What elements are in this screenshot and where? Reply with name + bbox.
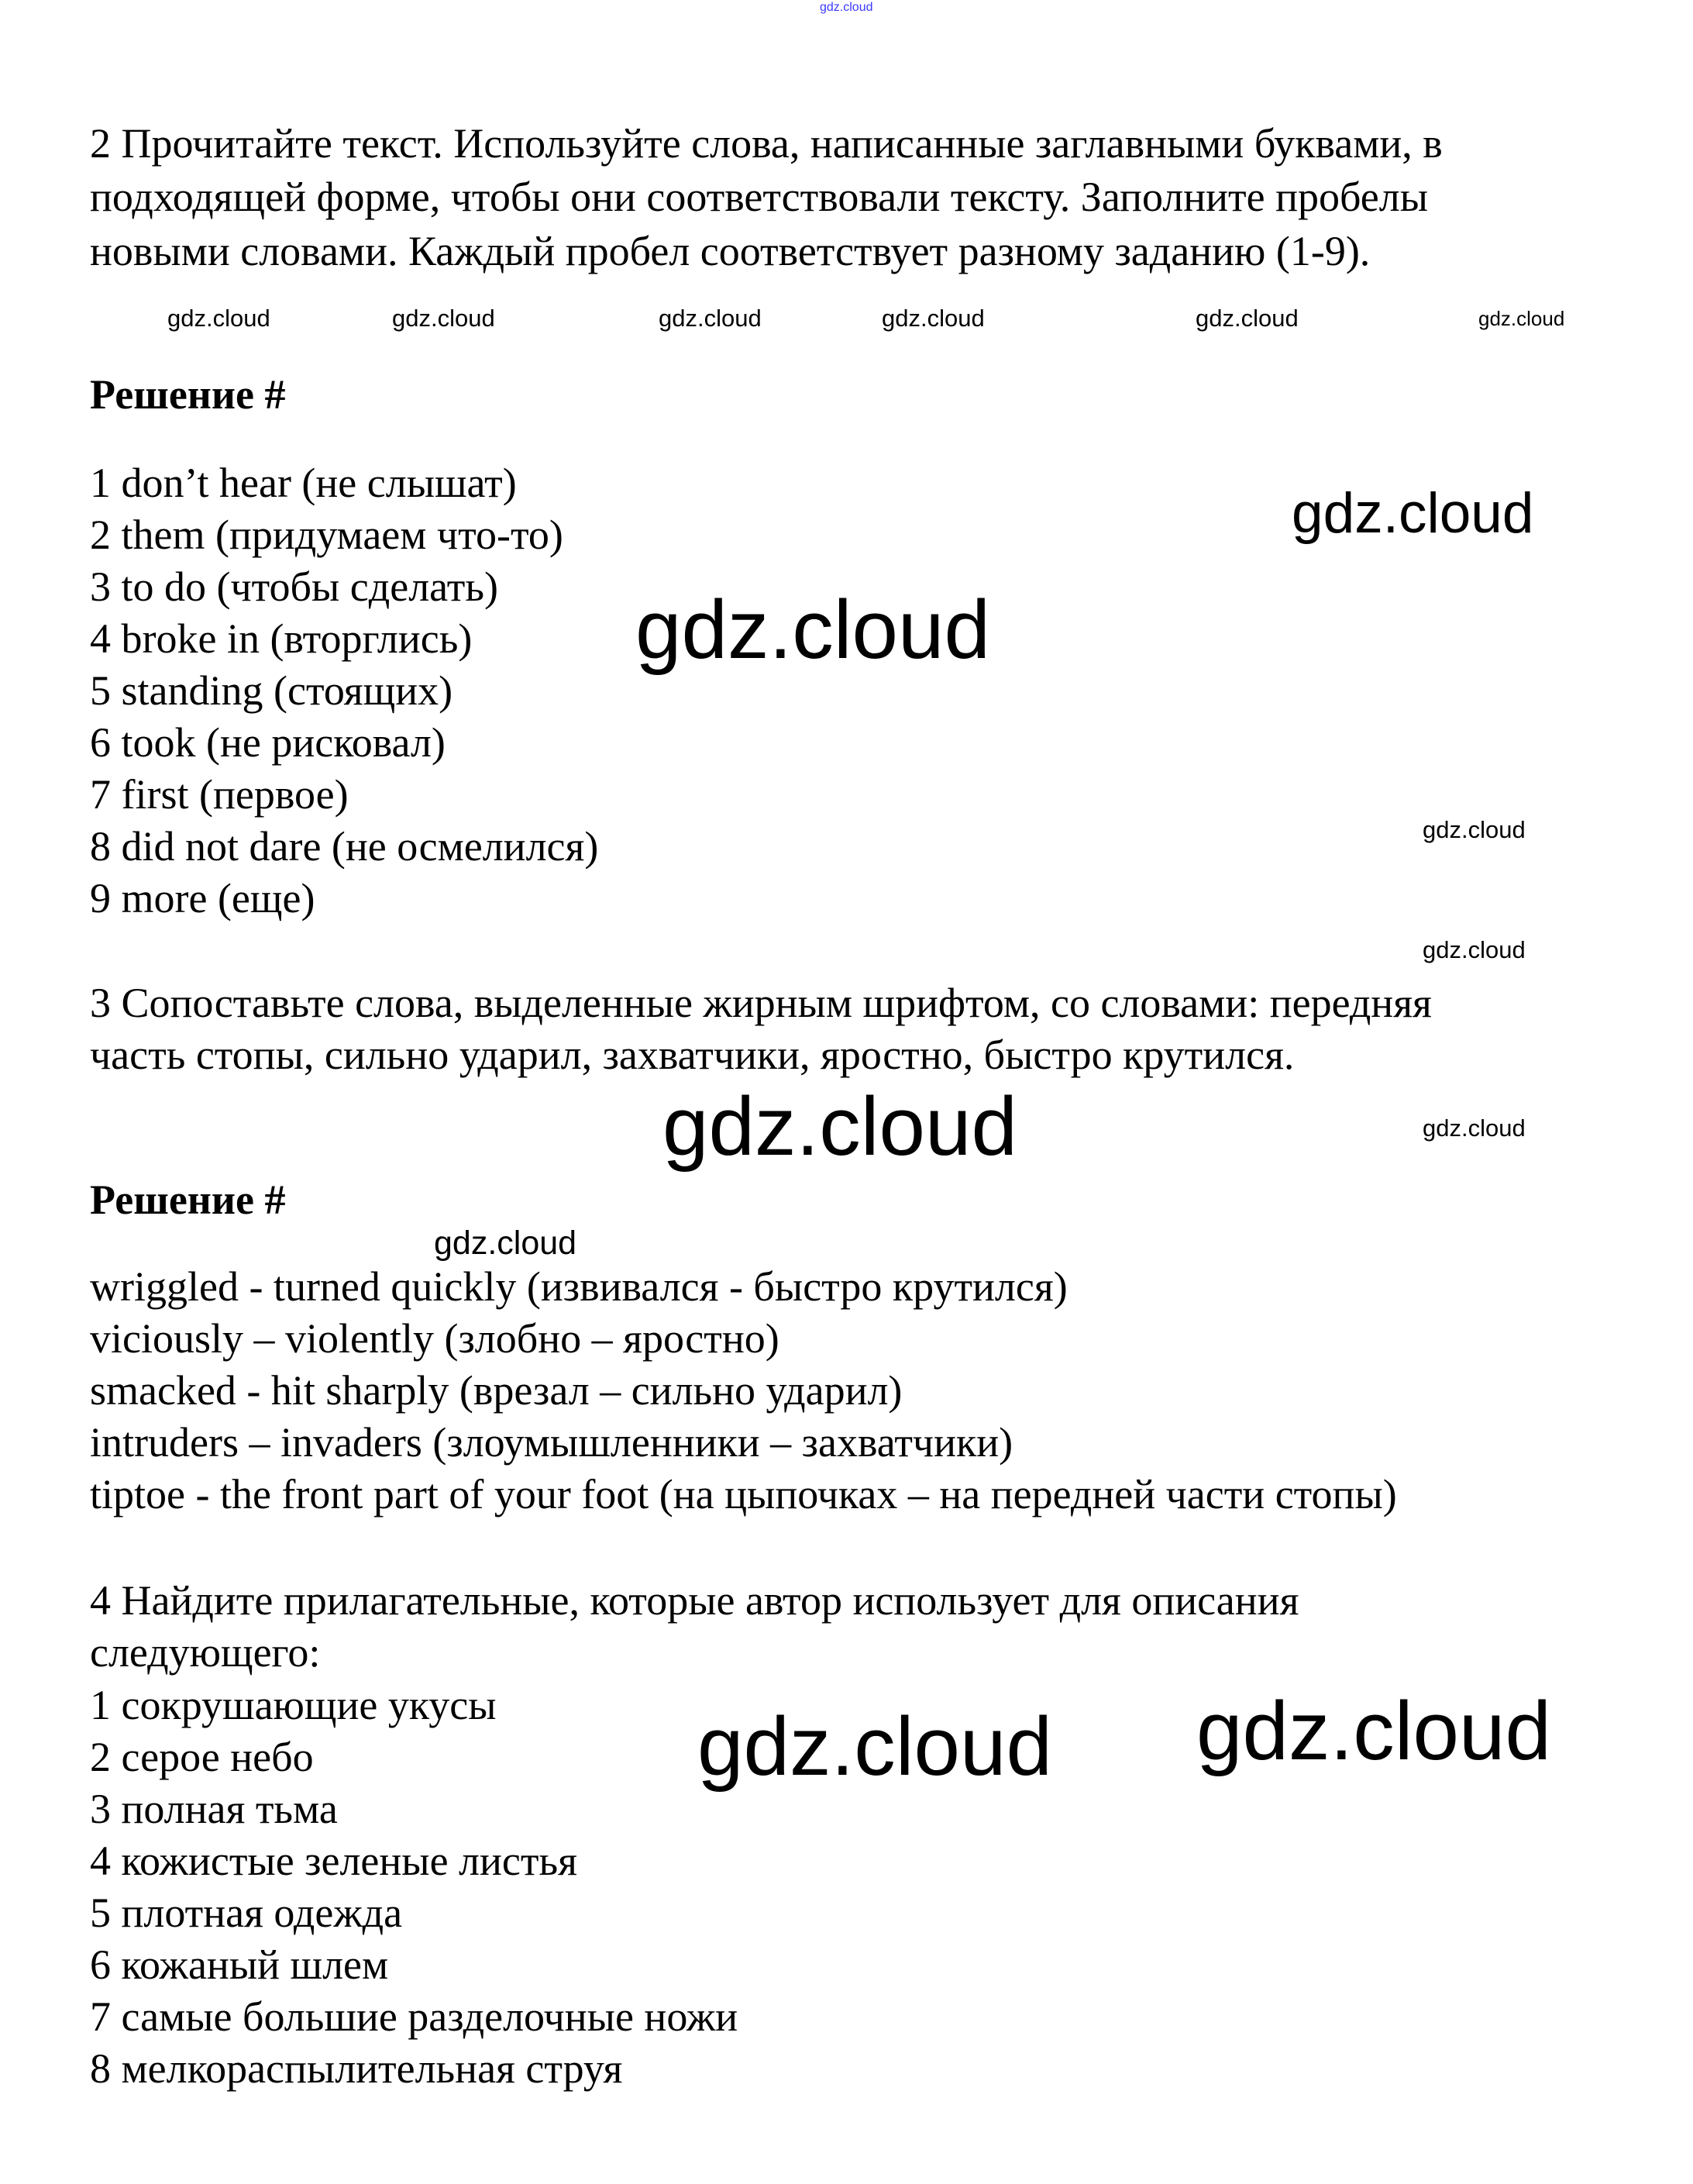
- watermark: gdz.cloud: [1423, 936, 1526, 963]
- watermark: gdz.cloud: [1423, 1114, 1526, 1142]
- watermark: gdz.cloud: [1478, 307, 1565, 330]
- task4-line: следующего:: [90, 1629, 321, 1676]
- watermark: gdz.cloud: [820, 1, 873, 14]
- task4-item: 3 полная тьма: [90, 1786, 338, 1832]
- answer-item: 4 broke in (вторглись): [90, 615, 473, 662]
- watermark: gdz.cloud: [1292, 482, 1534, 545]
- watermark: gdz.cloud: [1196, 305, 1299, 332]
- watermark: gdz.cloud: [392, 305, 495, 332]
- answer-item: 9 more (еще): [90, 875, 315, 921]
- task2-line: подходящей форме, чтобы они соответствовали тексту. Заполните пробелы: [90, 174, 1428, 220]
- task2-line: 2 Прочитайте текст. Используйте слова, написанные заглавными буквами, в: [90, 120, 1443, 167]
- task4-line: 4 Найдите прилагательные, которые автор использует для описания: [90, 1577, 1299, 1624]
- watermark: gdz.cloud: [1423, 816, 1526, 843]
- answer-item: 1 don’t hear (не слышат): [90, 460, 517, 506]
- answer-item: intruders – invaders (злоумышленники – захватчики): [90, 1419, 1013, 1466]
- task4-item: 5 плотная одежда: [90, 1889, 403, 1936]
- answer-item: 7 first (первое): [90, 771, 349, 818]
- answer-item: tiptoe - the front part of your foot (на цыпочках – на передней части стопы): [90, 1471, 1397, 1517]
- watermark: gdz.cloud: [697, 1700, 1053, 1793]
- task4-item: 1 сокрушающие укусы: [90, 1682, 497, 1728]
- answer-item: wriggled - turned quickly (извивался - быстро крутился): [90, 1263, 1068, 1310]
- solution-heading: Решение #: [90, 1176, 286, 1223]
- watermark: gdz.cloud: [882, 305, 985, 332]
- watermark: gdz.cloud: [1196, 1684, 1552, 1777]
- task4-item: 6 кожаный шлем: [90, 1941, 389, 1988]
- task2-line: новыми словами. Каждый пробел соответствует разному заданию (1-9).: [90, 228, 1371, 274]
- watermark: gdz.cloud: [662, 1080, 1018, 1173]
- answer-item: viciously – violently (злобно – яростно): [90, 1315, 779, 1362]
- solution-heading: Решение #: [90, 371, 286, 418]
- task4-item: 2 серое небо: [90, 1734, 314, 1780]
- task4-item: 4 кожистые зеленые листья: [90, 1838, 577, 1884]
- answer-item: 8 did not dare (не осмелился): [90, 823, 599, 870]
- answer-item: 5 standing (стоящих): [90, 667, 453, 714]
- answer-item: 2 them (придумаем что-то): [90, 512, 563, 558]
- task3-line: часть стопы, сильно ударил, захватчики, яростно, быстро крутился.: [90, 1032, 1295, 1078]
- answer-item: smacked - hit sharply (врезал – сильно ударил): [90, 1367, 903, 1414]
- watermark: gdz.cloud: [635, 583, 991, 676]
- answer-item: 6 took (не рисковал): [90, 719, 446, 766]
- task4-item: 7 самые большие разделочные ножи: [90, 1993, 738, 2040]
- answer-item: 3 to do (чтобы сделать): [90, 563, 498, 610]
- watermark: gdz.cloud: [659, 305, 762, 332]
- watermark: gdz.cloud: [167, 305, 270, 332]
- task4-item: 8 мелкораспылительная струя: [90, 2045, 623, 2092]
- task3-line: 3 Сопоставьте слова, выделенные жирным шрифтом, со словами: передняя: [90, 980, 1432, 1026]
- watermark: gdz.cloud: [434, 1225, 577, 1262]
